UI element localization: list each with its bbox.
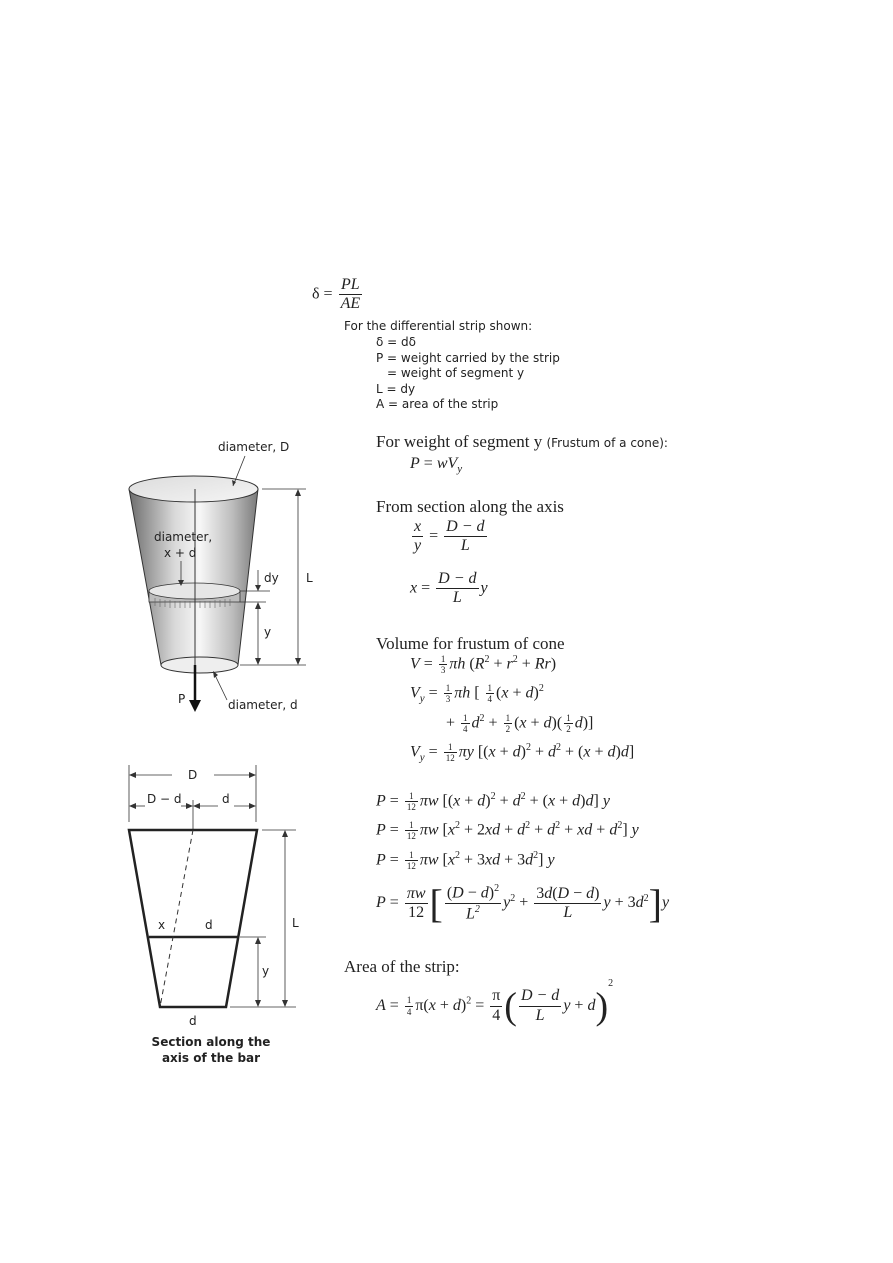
label-section-d-bottom: d [189,1014,197,1028]
p-formula-4: P = $\frac{\pi w}{12}$ [ $\frac{(D - d)^2}{L^2}$ $y^2$ + $\frac{3d(D - d)}{L}$ $y + 3d^2]y$ [376,881,670,926]
label-diameter-d: diameter, d [228,698,298,712]
p-formula-1: P = $\frac{1}{12}$ πw $[(x + d)^2 + d^2 + (x + d)d]$ y [376,791,610,813]
label-diameter-D: diameter, D [218,440,290,454]
weight-heading-main: For weight of segment y [376,432,543,451]
formula-numerator: PL [339,276,363,295]
strip-intro: For the differential strip shown: [344,319,533,333]
load-arrow-head [189,700,201,712]
weight-heading [376,432,668,452]
cone-bottom-ellipse [161,657,238,673]
cone-top-ellipse [129,476,258,502]
ratio-formula: $\frac{x}{y}$ = $\frac{D - d}{L}$ [414,518,485,555]
strip-def-4: L = dy [376,381,416,396]
label-section-d-mid: d [205,918,213,932]
volume-formula-y-3: $V_y$ = $\frac{1}{12}$ πy $[(x + d)^2 + d^2 + (x + d)d]$ [410,742,635,764]
volume-formula-y-1: $V_y$ = $\frac{1}{3}$ πh [ $\frac{1}{4}$ $(x + d)^2$ [410,683,544,705]
label-y: y [264,625,272,639]
volume-formula-general: V = $\frac{1}{3}$ πh $(R^2 + r^2 + Rr)$ [410,654,557,676]
volume-heading: Volume for frustum of cone [376,634,565,653]
area-formula: A = $\frac{1}{4}$ $\pi(x + d)^2$ = $\frac{\pi}{4}$ ( $\frac{D - d}{L}$ y + d)$^2$ [376,978,614,1028]
label-section-d-top: d [222,792,230,806]
label-P: P [178,692,186,706]
label-section-D: D [188,768,198,782]
section-trapezoid [129,830,257,1007]
weight-formula: $P = wV_y$ [410,455,463,476]
label-diameter-xd-1: diameter, [154,530,213,544]
weight-heading-note: (Frustum of a cone): [546,436,668,450]
strip-def-3: = weight of segment y [387,366,525,380]
label-section-y: y [262,964,270,978]
axis-section-figure [110,760,330,1080]
area-heading: Area of the strip: [344,957,460,976]
stress-formula [312,276,364,314]
volume-formula-y-2: + $\frac{1}{4}$ $d^2$ + $\frac{1}{2}$ (x + d)( $\frac{1}{2}$ d)] [446,713,594,735]
label-section-L: L [292,916,299,930]
label-diameter-xd-2: x + d [164,546,197,560]
section-caption-2: axis of the bar [161,1051,261,1065]
strip-def-2: P = weight carried by the strip [376,350,560,365]
x-formula: x = $\frac{D - d}{L}$ y [410,570,488,607]
strip-definitions [376,335,560,413]
label-dy: dy [264,571,279,585]
axis-heading: From section along the axis [376,497,564,516]
p-formula-2: P = $\frac{1}{12}$ πw [$x^2 + 2xd + d^2 + d^2$ + xd + $d^2$] y [376,820,639,842]
formula-lhs: δ = [312,285,333,303]
section-caption-1: Section along the [151,1035,271,1049]
cone-body [129,489,258,665]
cone-figure [110,430,330,720]
strip-def-5: A = area of the strip [376,397,499,411]
label-section-x: x [158,918,166,932]
label-section-D-minus-d: D − d [147,792,182,806]
strip-def-1: δ = dδ [376,335,416,349]
p-formula-3: P = $\frac{1}{12}$ πw $[x^2 + 3xd + 3d^2]$ y [376,850,555,872]
formula-denominator: AE [340,295,361,313]
label-L: L [306,571,313,585]
